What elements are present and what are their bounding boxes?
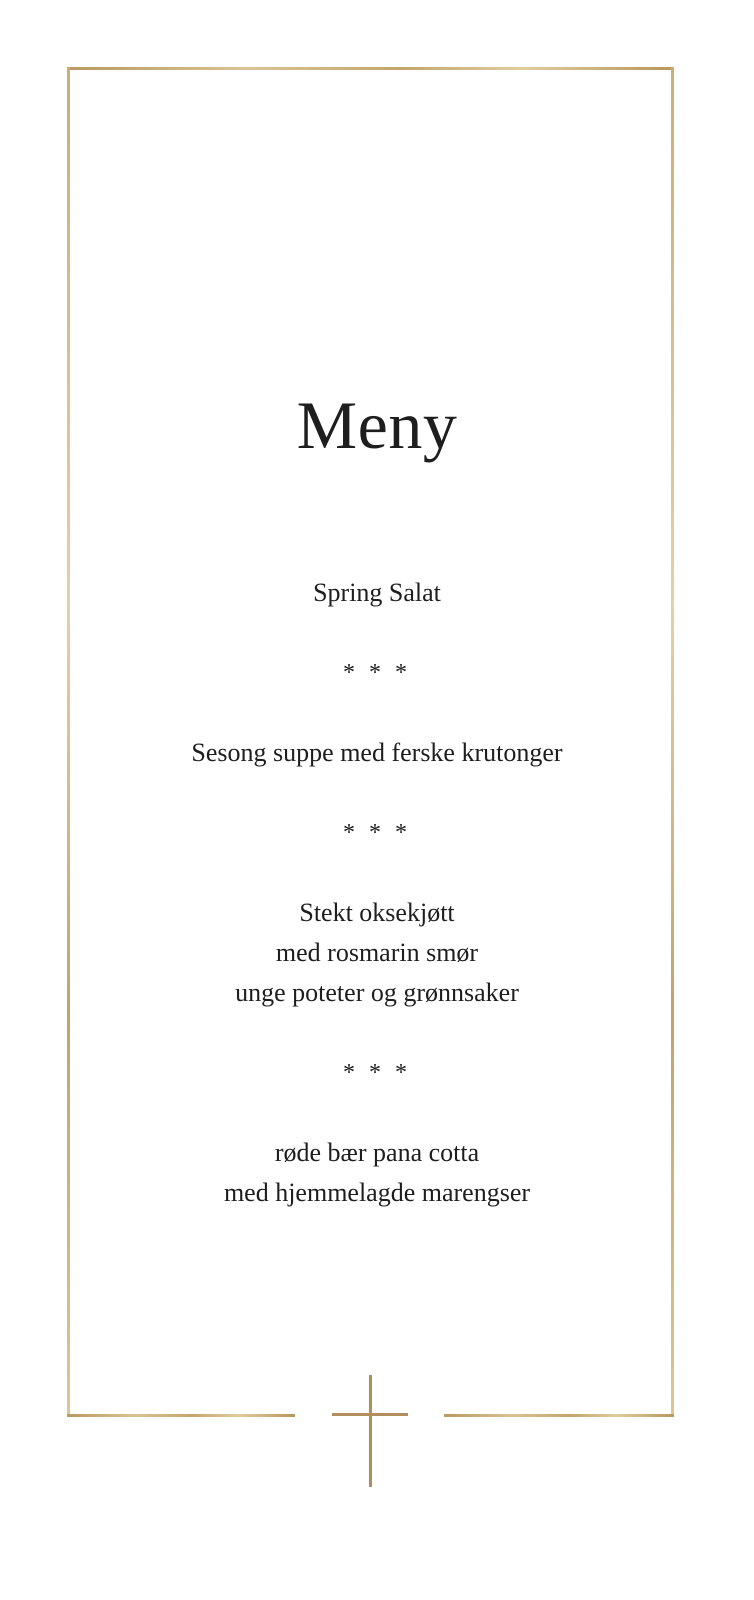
cross-vertical-bar <box>369 1375 372 1487</box>
course-soup <box>0 733 754 773</box>
course-separator: * * * <box>343 820 411 846</box>
course-dessert <box>0 1133 754 1213</box>
frame-bottom-right-border <box>444 1414 674 1417</box>
frame-bottom-left-border <box>67 1414 295 1417</box>
course-line: Sesong suppe med ferske krutonger <box>191 738 563 767</box>
course-separator: * * * <box>343 1060 411 1086</box>
course-main <box>0 893 754 1013</box>
course-line: røde bær pana cotta <box>274 1138 480 1167</box>
course-line: unge poteter og grønnsaker <box>235 978 519 1007</box>
course-line: Spring Salat <box>313 578 441 607</box>
menu-courses <box>0 573 754 1213</box>
course-line: Stekt oksekjøtt <box>299 898 455 927</box>
course-separator: * * * <box>343 660 411 686</box>
frame-top-border <box>67 67 674 70</box>
cross-horizontal-bar <box>332 1413 408 1416</box>
menu-title: Meny <box>296 387 458 463</box>
course-starter <box>0 573 754 613</box>
course-line: med hjemmelagde marengser <box>223 1178 531 1207</box>
course-line: med rosmarin smør <box>275 938 479 967</box>
